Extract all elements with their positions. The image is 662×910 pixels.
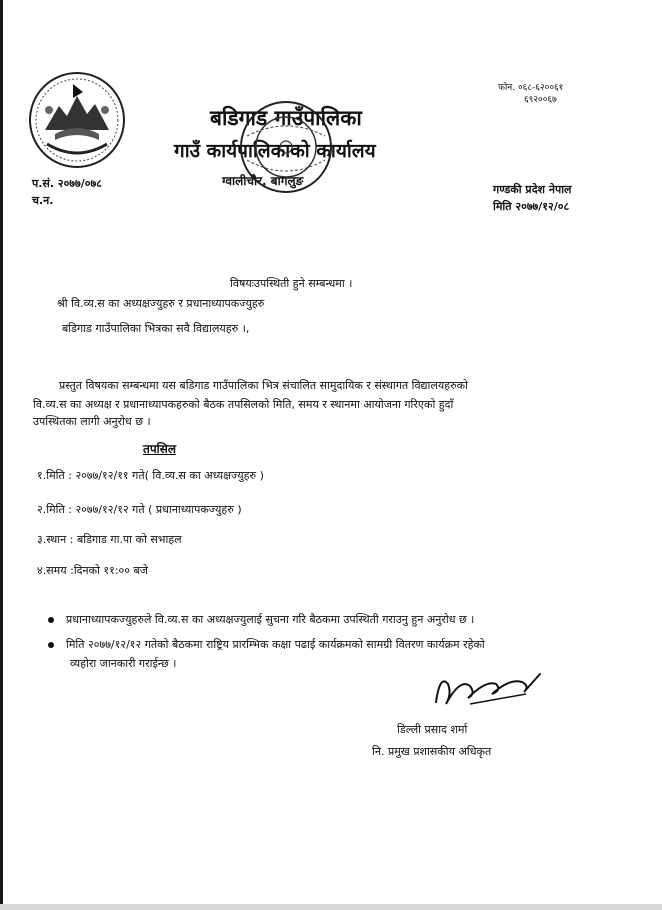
note-bullet-1	[48, 612, 474, 627]
office-address: ग्वालीचौर, बागलुङ	[222, 174, 304, 188]
detail-item-4: ४.समय :दिनको ११:०० बजे	[37, 564, 148, 577]
scan-edge	[0, 0, 3, 910]
office-seal-stamp	[237, 96, 335, 198]
bullet-dot-icon	[48, 642, 54, 648]
note-text-1: प्रधानाध्यापकज्युहरुले वि.व्य.स का अध्यक्षज्युलाई सुचना गरि बैठकमा उपस्थिती गराउनु हुन अनुरोध छ ।	[66, 613, 475, 626]
scan-edge-bottom	[0, 904, 662, 910]
details-heading: तपसिल	[143, 442, 177, 456]
signatory-name: डिल्ली प्रसाद शर्मा	[397, 723, 468, 736]
addressee-line-1: श्री वि.व्य.स का अध्यक्षज्युहरु र प्रधानाध्यापकज्युहरु	[57, 297, 265, 310]
office-name: बडिगाड गाउँपालिका	[210, 106, 362, 130]
note-text-2: मिति २०७७/१२/१२ गतेको बैठकमा राष्ट्रिय प्रारम्भिक कक्षा पढाई कार्यक्रमको सामग्री वितरण कार्यक्रम रहेको	[66, 638, 485, 651]
signatory-title: नि. प्रमुख प्रशासकीय अधिकृत	[372, 745, 492, 758]
letter-subject: विषयःउपस्थिती हुने सम्बन्धमा ।	[230, 277, 353, 290]
detail-item-3: ३.स्थान : बडिगाड गा.पा को सभाहल	[37, 533, 182, 546]
nepal-emblem-icon	[27, 70, 127, 170]
body-line-2: वि.व्य.स का अध्यक्ष र प्रधानाध्यापकहरुको बैठक तपसिलको मिति, समय र स्थानमा आयोजना गरिएको हुदाँ	[33, 398, 454, 411]
note-bullet-2	[48, 637, 485, 652]
bullet-dot-icon	[48, 617, 54, 623]
province-label: गण्डकी प्रदेश नेपाल	[493, 183, 572, 196]
phone-number-2: ६९२००६७	[524, 95, 557, 105]
body-line-3: उपस्थितका लागी अनुरोध छ ।	[33, 415, 151, 428]
detail-item-2: २.मिति : २०७७/१२/१२ गते ( प्रधानाध्यापकज्युहरु )	[37, 503, 242, 516]
letter-date: मिति २०७७/१२/०८	[493, 200, 570, 213]
phone-number: फोन. ०६८-६२००६१	[498, 83, 564, 93]
handwritten-signature	[430, 664, 550, 714]
addressee-line-2: बडिगाड गाउँपालिका भित्रका सवै विद्यालयहरु ।,	[62, 322, 250, 335]
reference-number: प.सं. २०७७/०७८	[32, 177, 102, 190]
dispatch-number: च.न.	[32, 194, 54, 207]
office-subtitle: गाउँ कार्यपालिकाको कार्यालय	[174, 140, 376, 162]
note-text-2-continued: व्यहोरा जानकारी गराईन्छ ।	[70, 657, 177, 670]
detail-item-1: १.मिति : २०७७/१२/११ गते( वि.व्य.स का अध्यक्षज्युहरु )	[37, 469, 264, 482]
body-line-1: प्रस्तुत विषयका सम्बन्धमा यस बडिगाड गाउँपालिका भित्र संचालित सामुदायिक र संस्थागत विद्यालयहरुको	[59, 379, 468, 392]
